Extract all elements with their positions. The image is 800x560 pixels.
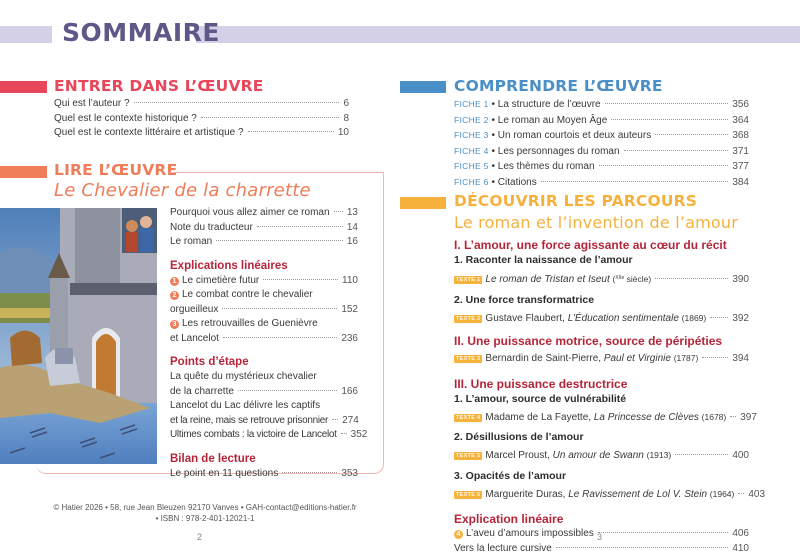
number-badge: 2 bbox=[170, 291, 179, 300]
year: (1964) bbox=[709, 488, 735, 499]
leader-dots bbox=[624, 150, 729, 151]
texte-badge: TEXTE 5 bbox=[456, 453, 481, 459]
leader-dots bbox=[332, 419, 338, 420]
toc-entry-label: Le combat contre le chevalier bbox=[182, 289, 313, 300]
toc-entry-page: 166 bbox=[341, 385, 358, 397]
toc-entry[interactable] bbox=[170, 370, 358, 399]
toc-entry-label: L’aveu d’amours impossibles bbox=[466, 528, 594, 539]
toc-entry-page: 371 bbox=[732, 145, 749, 157]
toc-entry-label: La structure de l’œuvre bbox=[497, 99, 601, 110]
leader-dots bbox=[223, 337, 337, 338]
leader-dots bbox=[738, 493, 744, 494]
toc-entry-label: Les thèmes du roman bbox=[497, 161, 595, 172]
subpart-title: 1. L’amour, source de vulnérabilité bbox=[454, 392, 627, 405]
toc-entry[interactable] bbox=[170, 428, 368, 443]
toc-entry-page: 353 bbox=[341, 467, 358, 479]
header-band-right bbox=[196, 26, 800, 43]
separator: • bbox=[491, 114, 495, 126]
subpart-title: 2. Désillusions de l’amour bbox=[454, 431, 584, 443]
toc-entry-page: 110 bbox=[342, 274, 358, 286]
leader-dots bbox=[599, 165, 729, 166]
points-heading: Points d’étape bbox=[170, 356, 249, 368]
separator: • bbox=[491, 130, 495, 141]
leader-dots bbox=[541, 181, 729, 182]
leader-dots bbox=[675, 454, 728, 455]
fiche-tag: FICHE 4 bbox=[454, 145, 489, 156]
toc-entry-page: 406 bbox=[732, 528, 749, 539]
manuscript-illustration bbox=[0, 208, 157, 464]
leader-dots bbox=[334, 211, 343, 212]
toc-entry[interactable] bbox=[170, 399, 358, 428]
toc-entry-label: Vers la lecture cursive bbox=[454, 542, 552, 554]
toc-entry[interactable] bbox=[454, 97, 749, 113]
separator: • bbox=[491, 99, 495, 110]
header-band-left bbox=[0, 26, 52, 43]
part-1-title: I. L’amour, une force agissante au cœur du récit bbox=[454, 238, 727, 252]
toc-entry-page: 16 bbox=[346, 236, 358, 247]
texte-badge: TEXTE 1 bbox=[456, 277, 481, 283]
toc-entry-label-cont: et Lancelot bbox=[170, 332, 219, 344]
work-title: Paul et Virginie bbox=[603, 353, 671, 364]
comprendre-section-bar bbox=[400, 81, 446, 93]
toc-entry-page: 384 bbox=[732, 176, 749, 188]
leader-dots bbox=[263, 279, 338, 280]
decouvrir-section-subtitle: Le roman et l’invention de l’amour bbox=[454, 213, 739, 232]
toc-entry-label: Citations bbox=[497, 176, 537, 188]
toc-entry-label-cont: et la reine, mais se retrouve prisonnier bbox=[170, 414, 329, 426]
work-title: Le roman de Tristan et Iseut bbox=[485, 274, 610, 285]
subpart-title: 3. Opacités de l’amour bbox=[454, 469, 567, 482]
leader-dots bbox=[702, 357, 728, 358]
toc-entry-page: 368 bbox=[732, 130, 749, 141]
toc-entry-label: Quel est le contexte historique ? bbox=[54, 112, 197, 124]
entrer-list bbox=[54, 97, 349, 141]
toc-entry-label: La quête du mystérieux chevalier bbox=[170, 371, 317, 382]
toc-entry[interactable] bbox=[454, 410, 757, 426]
number-badge: 4 bbox=[454, 530, 463, 539]
toc-entry-page: 397 bbox=[740, 411, 757, 423]
texte-badge: TEXTE 3 bbox=[456, 356, 481, 362]
part-2-title: II. Une puissance motrice, source de péripéties bbox=[454, 334, 723, 348]
toc-entry-page: 8 bbox=[343, 112, 349, 124]
separator: • bbox=[491, 145, 495, 157]
year: (1787) bbox=[673, 353, 699, 363]
texte-badge: TEXTE 6 bbox=[456, 491, 481, 498]
separator: • bbox=[491, 176, 495, 188]
leader-dots bbox=[341, 433, 347, 434]
toc-entry-label: Les retrouvailles de Guenièvre bbox=[182, 318, 318, 329]
comprendre-section-title: COMPRENDRE L’ŒUVRE bbox=[454, 77, 663, 95]
toc-entry[interactable] bbox=[454, 113, 749, 129]
toc-entry-label: Le roman bbox=[170, 236, 213, 247]
fiche-tag: FICHE 6 bbox=[454, 176, 489, 187]
leader-dots bbox=[216, 240, 343, 241]
toc-entry-label: Quel est le contexte littéraire et artistique ? bbox=[54, 127, 244, 138]
fiche-tag: FICHE 5 bbox=[454, 161, 489, 171]
footer-line-2: • ISBN : 978-2-401-12021-1 bbox=[155, 514, 255, 523]
toc-entry[interactable] bbox=[454, 542, 749, 557]
century: XII bbox=[615, 275, 622, 281]
decouvrir-section-title: DÉCOUVRIR LES PARCOURS bbox=[454, 192, 698, 210]
toc-entry-label: Un roman courtois et deux auteurs bbox=[497, 130, 652, 141]
fiche-tag: FICHE 1 bbox=[454, 99, 489, 109]
toc-entry-page: 390 bbox=[732, 274, 749, 285]
toc-entry-page: 392 bbox=[732, 312, 749, 324]
leader-dots bbox=[605, 103, 729, 104]
toc-entry[interactable] bbox=[454, 144, 749, 160]
toc-entry[interactable] bbox=[170, 206, 358, 221]
fiche-tag: FICHE 3 bbox=[454, 130, 489, 140]
toc-entry[interactable] bbox=[454, 351, 749, 367]
number-badge: 3 bbox=[170, 320, 179, 329]
toc-entry[interactable] bbox=[454, 175, 749, 191]
toc-entry-page: 410 bbox=[732, 542, 749, 554]
work-title: Le Ravissement de Lol V. Stein bbox=[568, 488, 708, 500]
page-number-left: 2 bbox=[197, 532, 203, 542]
leader-dots bbox=[730, 416, 736, 417]
toc-entry[interactable] bbox=[454, 128, 749, 144]
toc-entry[interactable] bbox=[454, 159, 749, 175]
explications-heading: Explications linéaires bbox=[170, 259, 288, 272]
author: Marcel Proust, bbox=[485, 450, 553, 461]
toc-entry-page: 236 bbox=[341, 332, 358, 344]
leader-dots bbox=[611, 119, 728, 120]
leader-dots bbox=[257, 226, 343, 227]
leader-dots bbox=[201, 117, 340, 118]
toc-entry[interactable] bbox=[454, 271, 749, 288]
lire-section-title: LIRE L’ŒUVRE bbox=[54, 161, 178, 179]
toc-entry[interactable] bbox=[54, 126, 349, 141]
work-title: L’Éducation sentimentale bbox=[567, 312, 679, 324]
author: Madame de La Fayette, bbox=[485, 411, 594, 423]
comprendre-list bbox=[454, 97, 749, 190]
leader-dots bbox=[655, 278, 728, 279]
leader-dots bbox=[598, 532, 728, 533]
toc-entry-label: Note du traducteur bbox=[170, 221, 253, 233]
toc-entry-page: 13 bbox=[346, 207, 358, 218]
leader-dots bbox=[556, 547, 728, 548]
toc-entry[interactable] bbox=[170, 235, 358, 250]
year-prefix: ( bbox=[612, 274, 616, 284]
footer-line-1: © Hatier 2026 • 58, rue Jean Bleuzen 92170 Vanves • GAH-contact@editions-hatier.fr bbox=[53, 503, 357, 512]
fiche-tag: FICHE 2 bbox=[454, 114, 489, 125]
part-3-title: III. Une puissance destructrice bbox=[454, 376, 628, 391]
century-suffix: e bbox=[621, 275, 625, 281]
work-title: La Princesse de Clèves bbox=[593, 411, 699, 423]
bilan-heading: Bilan de lecture bbox=[170, 452, 256, 465]
toc-entry[interactable] bbox=[454, 448, 749, 464]
work-title: Un amour de Swann bbox=[552, 450, 644, 461]
author: Bernardin de Saint-Pierre, bbox=[485, 353, 604, 364]
page-number-right: 3 bbox=[597, 532, 603, 542]
toc-entry-page: 152 bbox=[341, 303, 358, 315]
entrer-section-title: ENTRER DANS L’ŒUVRE bbox=[54, 77, 264, 95]
toc-entry-label: Le roman au Moyen Âge bbox=[497, 114, 608, 126]
author: Gustave Flaubert, bbox=[485, 312, 568, 324]
toc-entry[interactable] bbox=[454, 487, 766, 503]
leader-dots bbox=[222, 308, 337, 309]
toc-entry[interactable] bbox=[54, 112, 349, 127]
leader-dots bbox=[655, 134, 728, 135]
decouvrir-list bbox=[454, 237, 766, 556]
leader-dots bbox=[134, 102, 340, 103]
year: (1913) bbox=[646, 450, 672, 460]
year-suffix: siècle) bbox=[624, 274, 652, 284]
copyright-footer bbox=[20, 502, 390, 524]
explication-heading: Explication linéaire bbox=[454, 512, 564, 526]
toc-entry-page: 356 bbox=[732, 99, 749, 110]
page-title: SOMMAIRE bbox=[62, 18, 220, 47]
toc-entry-page: 403 bbox=[748, 488, 766, 500]
toc-entry[interactable] bbox=[170, 317, 358, 346]
toc-entry-page: 400 bbox=[732, 450, 749, 461]
year: (1678) bbox=[701, 411, 727, 422]
toc-entry-label: Le cimetière futur bbox=[182, 274, 260, 286]
toc-entry-label: Le point en 11 questions bbox=[170, 467, 279, 479]
subpart-title: 2. Une force transformatrice bbox=[454, 293, 595, 306]
number-badge: 1 bbox=[170, 277, 179, 286]
toc-entry-page: 6 bbox=[343, 98, 349, 109]
entrer-section-bar bbox=[0, 81, 47, 93]
toc-entry[interactable] bbox=[454, 311, 749, 327]
toc-entry-page: 274 bbox=[342, 414, 359, 426]
toc-entry-page: 377 bbox=[732, 161, 749, 172]
toc-entry-label: Ultimes combats : la victoire de Lancelot bbox=[170, 429, 337, 440]
decouvrir-section-bar bbox=[400, 197, 446, 209]
toc-entry[interactable] bbox=[454, 527, 749, 542]
toc-entry-label-cont: orgueilleux bbox=[170, 303, 219, 315]
toc-entry[interactable] bbox=[170, 274, 358, 289]
toc-entry-label-cont: de la charrette bbox=[170, 385, 234, 397]
toc-entry-page: 364 bbox=[732, 114, 749, 126]
toc-entry-label: Lancelot du Lac délivre les captifs bbox=[170, 400, 321, 411]
toc-entry-label: Pourquoi vous allez aimer ce roman bbox=[170, 207, 330, 218]
toc-entry[interactable] bbox=[54, 97, 349, 112]
subpart-title: 1. Raconter la naissance de l’amour bbox=[454, 254, 633, 266]
toc-entry-page: 394 bbox=[732, 353, 749, 364]
leader-dots bbox=[282, 472, 337, 473]
toc-entry-label: Qui est l’auteur ? bbox=[54, 98, 130, 109]
lire-list bbox=[170, 206, 368, 481]
toc-entry[interactable] bbox=[170, 221, 358, 236]
leader-dots bbox=[710, 317, 728, 318]
author: Marguerite Duras, bbox=[485, 488, 569, 500]
toc-entry[interactable] bbox=[170, 467, 358, 482]
year: (1869) bbox=[681, 312, 707, 323]
toc-entry[interactable] bbox=[170, 288, 358, 317]
toc-entry-page: 14 bbox=[346, 221, 358, 233]
leader-dots bbox=[248, 131, 334, 132]
toc-entry-label: Les personnages du roman bbox=[497, 145, 620, 157]
lire-section-subtitle: Le Chevalier de la charrette bbox=[54, 180, 311, 201]
leader-dots bbox=[238, 390, 337, 391]
toc-entry-page: 352 bbox=[350, 429, 368, 440]
texte-badge: TEXTE 4 bbox=[456, 414, 481, 421]
texte-badge: TEXTE 2 bbox=[456, 315, 481, 322]
toc-entry-page: 10 bbox=[337, 127, 349, 138]
separator: • bbox=[491, 161, 495, 172]
